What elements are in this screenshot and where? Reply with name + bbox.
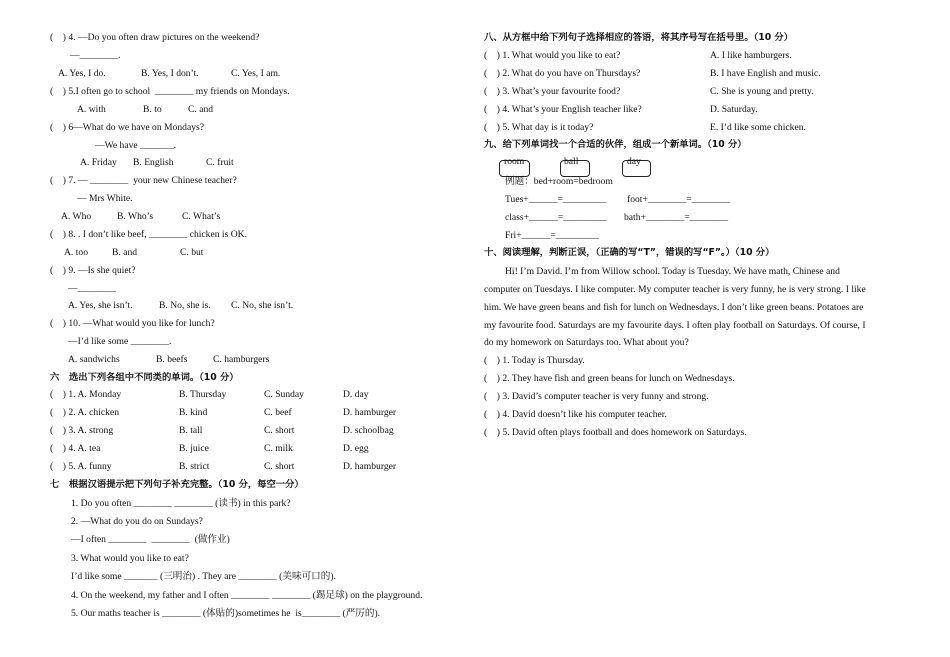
question-5-option-b: B. to — [143, 104, 162, 115]
question-7-option-c: C. What’s — [182, 211, 221, 222]
s8-row-4-a: D. Saturday. — [710, 104, 758, 115]
s6-row-3-d: D. schoolbag — [343, 425, 394, 436]
s6-row-4-d: D. egg — [343, 443, 369, 454]
s6-row-5-b: B. strict — [179, 461, 210, 472]
s8-row-1-a: A. I like hamburgers. — [710, 50, 792, 61]
question-5-option-c: C. and — [188, 104, 214, 115]
question-7-blank: — Mrs White. — [77, 193, 133, 204]
question-8-option-b: B. and — [112, 247, 138, 258]
s7-line-5: I’d like some _______ (三明治) . They are ________ (美味可口的). — [71, 571, 336, 582]
section-8-title: 八、从方框中给下列句子选择相应的答语，将其序号写在括号里。（10 分） — [484, 32, 794, 43]
question-8-option-c: C. but — [180, 247, 204, 258]
question-4-blank: —________. — [70, 50, 121, 61]
question-6-option-a: A. Friday — [80, 157, 117, 168]
s8-row-3-q: ( ) 3. What’s your favourite food? — [484, 86, 621, 97]
s10-item-3: ( ) 3. David’s computer teacher is very funny and strong. — [484, 391, 709, 402]
s8-row-5-a: E. I’d like some chicken. — [710, 122, 806, 133]
passage-line-4: my favourite food. Saturdays are my favourite days. I often play football on Saturdays. Of course, I — [484, 320, 866, 331]
s7-line-4: 3. What would you like to eat? — [71, 553, 189, 564]
s8-row-3-a: C. She is young and pretty. — [710, 86, 814, 97]
question-6-blank: —We have _______. — [95, 140, 177, 151]
passage-line-5: do my homework on Saturdays too. What about you? — [484, 337, 689, 348]
question-6-option-b: B. English — [133, 157, 174, 168]
s8-row-2-a: B. I have English and music. — [710, 68, 821, 79]
s6-row-3-q: ( ) 3. A. strong — [50, 425, 114, 436]
passage-line-3: him. We have green beans and fish for lunch on Wednesdays. I don’t like green beans. Potatoes are — [484, 302, 864, 313]
s7-line-2: 2. —What do you do on Sundays? — [71, 516, 203, 527]
s10-item-5: ( ) 5. David often plays football and does homework on Saturdays. — [484, 427, 747, 438]
question-9-option-b: B. No, she is. — [159, 300, 211, 311]
section-10-title: 十、阅读理解，判断正误，（正确的写“T”，错误的写“F”。）（10 分） — [484, 247, 775, 258]
question-4: ( ) 4. —Do you often draw pictures on the weekend? — [50, 32, 260, 43]
question-9-blank: —________ — [68, 283, 116, 294]
s9-line-2a: class+______=_________ — [505, 212, 607, 223]
question-4-option-c: C. Yes, I am. — [231, 68, 281, 79]
question-6-option-c: C. fruit — [206, 157, 234, 168]
question-6: ( ) 6—What do we have on Mondays? — [50, 122, 204, 133]
word-room: room — [504, 156, 525, 167]
s6-row-5-q: ( ) 5. A. funny — [50, 461, 112, 472]
s6-row-2-d: D. hamburger — [343, 407, 397, 418]
question-9-option-a: A. Yes, she isn’t. — [68, 300, 133, 311]
section-7-title: 七 根据汉语提示把下列句子补充完整。（10 分，每空一分） — [50, 479, 304, 490]
s7-line-1: 1. Do you often ________ ________ (读书) in this park? — [71, 498, 291, 509]
s9-line-2b: bath+________=________ — [624, 212, 729, 223]
s6-row-2-c: C. beef — [264, 407, 292, 418]
passage-line-1: Hi! I’m David. I’m from Willow school. Today is Tuesday. We have math, Chinese and — [505, 266, 840, 277]
question-4-option-a: A. Yes, I do. — [58, 68, 106, 79]
question-10-option-a: A. sandwichs — [68, 354, 120, 365]
s9-line-3: Fri+______=_________ — [505, 230, 599, 241]
s6-row-1-c: C. Sunday — [264, 389, 304, 400]
s10-item-1: ( ) 1. Today is Thursday. — [484, 355, 585, 366]
s9-line-1a: Tues+______=_________ — [505, 194, 607, 205]
question-9: ( ) 9. —Is she quiet? — [50, 265, 136, 276]
s6-row-5-c: C. short — [264, 461, 295, 472]
s8-row-5-q: ( ) 5. What day is it today? — [484, 122, 594, 133]
question-5: ( ) 5.I often go to school ________ my friends on Mondays. — [50, 86, 290, 97]
s6-row-1-d: D. day — [343, 389, 369, 400]
s6-row-4-q: ( ) 4. A. tea — [50, 443, 101, 454]
s6-row-2-q: ( ) 2. A. chicken — [50, 407, 120, 418]
word-ball: ball — [564, 156, 579, 167]
s7-line-3: —I often ________ ________ (做作业) — [71, 534, 230, 545]
question-10-blank: —I’d like some ________. — [68, 336, 172, 347]
section-9-title: 九、给下列单词找一个合适的伙伴，组成一个新单词。（10 分） — [484, 139, 747, 150]
s10-item-2: ( ) 2. They have fish and green beans for lunch on Wednesdays. — [484, 373, 735, 384]
s7-line-7: 5. Our maths teacher is ________ (体贴的)sometimes he is________ (严厉的). — [71, 608, 381, 619]
s6-row-1-b: B. Thursday — [179, 389, 227, 400]
s9-line-1b: foot+________=________ — [627, 194, 731, 205]
question-4-option-b: B. Yes, I don’t. — [141, 68, 199, 79]
s8-row-2-q: ( ) 2. What do you have on Thursdays? — [484, 68, 641, 79]
s6-row-4-b: B. juice — [179, 443, 209, 454]
s6-row-4-c: C. milk — [264, 443, 293, 454]
question-10-option-c: C. hamburgers — [213, 354, 270, 365]
s6-row-3-c: C. short — [264, 425, 295, 436]
question-10-option-b: B. beefs — [156, 354, 188, 365]
s6-row-3-b: B. tall — [179, 425, 203, 436]
section-6-title: 六 选出下列各组中不同类的单词。（10 分） — [50, 372, 239, 383]
question-8: ( ) 8. . I don’t like beef, ________ chicken is OK. — [50, 229, 247, 240]
passage-line-2: computer on Tuesdays. I like computer. My computer teacher is very funny, he is very strong. I like — [484, 284, 866, 295]
s9-example: 例题：bed+room=bedroom — [505, 176, 613, 187]
s6-row-1-q: ( ) 1. A. Monday — [50, 389, 122, 400]
s10-item-4: ( ) 4. David doesn’t like his computer teacher. — [484, 409, 667, 420]
question-9-option-c: C. No, she isn’t. — [231, 300, 294, 311]
s8-row-4-q: ( ) 4. What’s your English teacher like? — [484, 104, 642, 115]
question-8-option-a: A. too — [64, 247, 88, 258]
question-7-option-b: B. Who’s — [117, 211, 154, 222]
question-10: ( ) 10. —What would you like for lunch? — [50, 318, 215, 329]
question-7-option-a: A. Who — [61, 211, 92, 222]
question-5-option-a: A. with — [77, 104, 106, 115]
s6-row-5-d: D. hamburger — [343, 461, 397, 472]
word-day: day — [627, 156, 641, 167]
s6-row-2-b: B. kind — [179, 407, 208, 418]
s7-line-6: 4. On the weekend, my father and I often ________ ________ (踢足球) on the playground. — [71, 590, 423, 601]
s8-row-1-q: ( ) 1. What would you like to eat? — [484, 50, 621, 61]
question-7: ( ) 7. — ________ your new Chinese teacher? — [50, 175, 237, 186]
